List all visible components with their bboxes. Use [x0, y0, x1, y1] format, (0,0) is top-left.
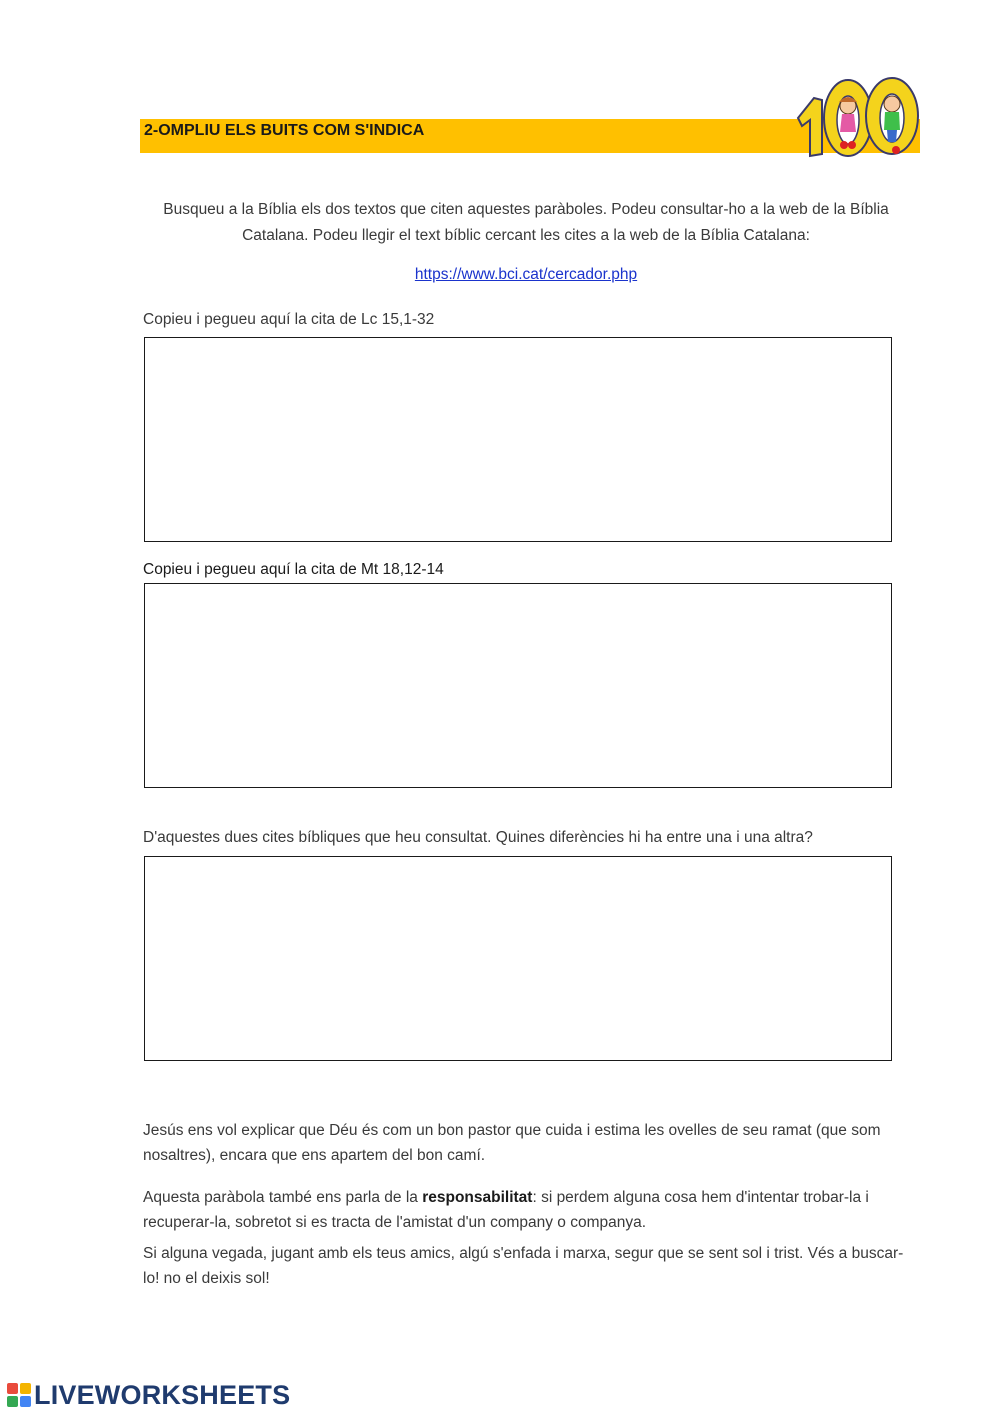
number-100-kids-logo-icon — [792, 70, 924, 162]
paragraph-responsibility — [143, 1185, 913, 1235]
question-3-answer-box[interactable] — [144, 856, 892, 1061]
responsibility-keyword: responsabilitat — [422, 1189, 533, 1206]
worksheet-title: 2-OMPLIU ELS BUITS COM S'INDICA — [144, 122, 425, 139]
paragraph-friends: Si alguna vegada, jugant amb els teus amics, algú s'enfada i marxa, segur que se sent sol i trist. Vés a buscar-lo! no el deixis sol! — [143, 1245, 904, 1287]
footer-brand — [6, 1380, 290, 1410]
bible-search-link[interactable]: https://www.bci.cat/cercador.php — [414, 266, 638, 283]
paragraph-good-shepherd: Jesús ens vol explicar que Déu és com un bon pastor que cuida i estima les ovelles de seu ramat (que som nosaltres), encara que ens apartem del bon camí. — [143, 1122, 881, 1164]
question-2-label: Copieu i pegueu aquí la cita de Mt 18,12-14 — [143, 561, 444, 578]
question-2-answer-box[interactable] — [144, 583, 892, 788]
question-1-answer-box[interactable] — [144, 337, 892, 542]
paragraph-responsibility-start: Aquesta paràbola també ens parla de la — [143, 1189, 423, 1206]
question-3-label: D'aquestes dues cites bíbliques que heu consultat. Quines diferències hi ha entre una i una altra? — [143, 829, 813, 846]
instructions-text: Busqueu a la Bíblia els dos textos que citen aquestes paràboles. Podeu consultar-ho a la web de la Bíblia Catalana. Podeu llegir el text bíblic cercant les cites a la web de la Bíblia Catalana: — [163, 201, 889, 244]
liveworksheets-brand-text: LIVEWORKSHEETS — [34, 1380, 291, 1410]
paragraph-responsibility-end: : si perdem alguna cosa hem d'intentar trobar-la i recuperar-la, sobretot si es tracta de l'amistat d'un company o companya. — [143, 1189, 869, 1231]
question-1-label: Copieu i pegueu aquí la cita de Lc 15,1-32 — [143, 311, 435, 328]
liveworksheets-logo-icon — [6, 1382, 32, 1408]
